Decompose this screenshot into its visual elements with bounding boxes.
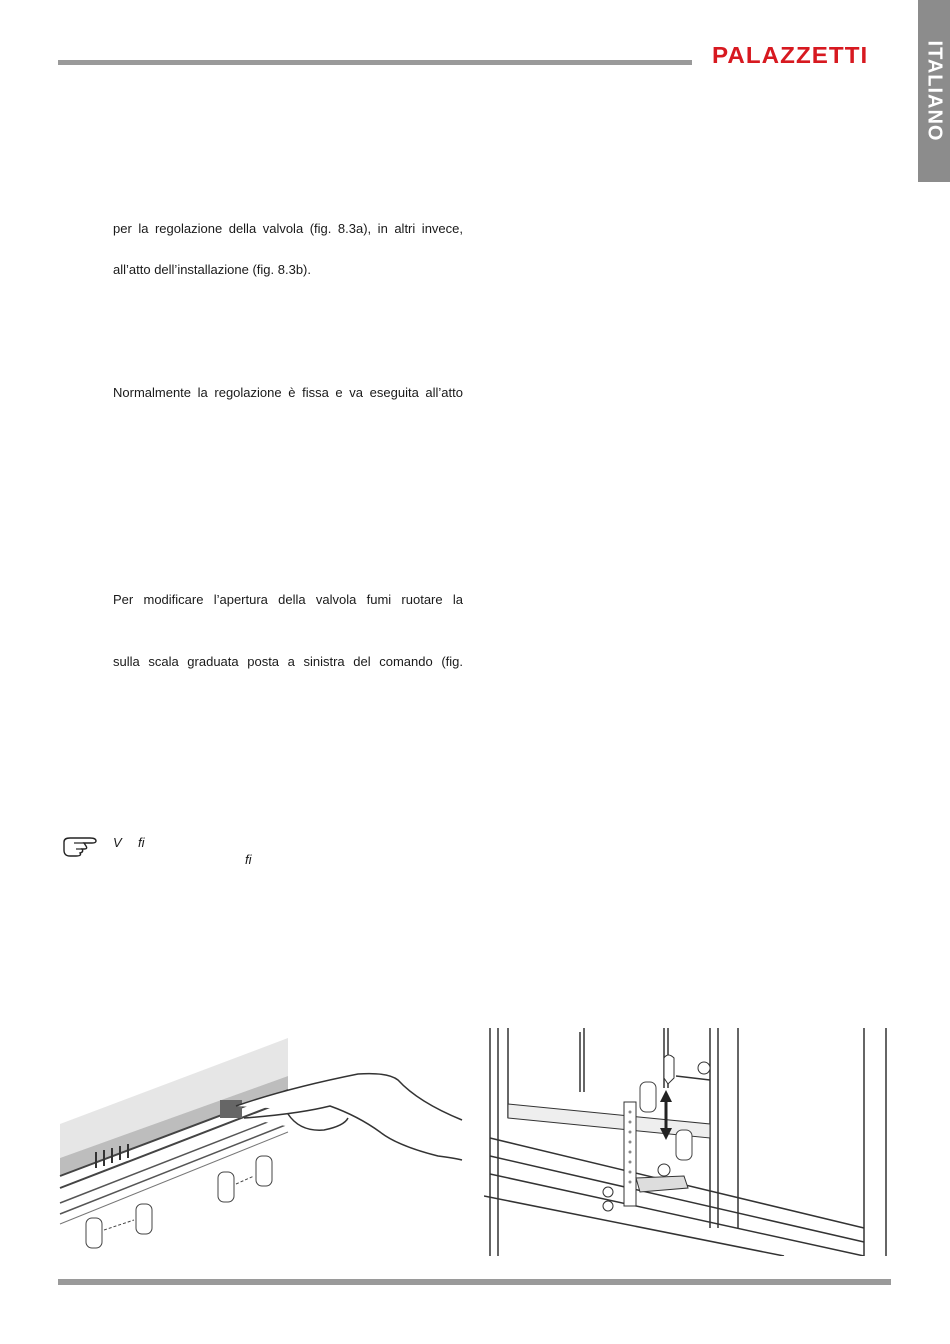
- footer-rule: [58, 1279, 891, 1285]
- body-line-3: Normalmente la regolazione è fissa e va eseguita all’atto: [113, 385, 463, 400]
- body-line-2: all’atto dell’installazione (fig. 8.3b).: [113, 262, 311, 277]
- note-fragment-2: fi: [138, 835, 145, 850]
- valve-bracket-adjustment-illustration: [484, 1028, 889, 1256]
- pointing-hand-icon: [62, 834, 102, 858]
- note-fragment-3: fi: [245, 852, 252, 867]
- hand-adjusting-valve-illustration: [58, 1028, 468, 1258]
- language-tab-label: ITALIANO: [923, 40, 946, 142]
- header-rule: [58, 60, 692, 65]
- body-line-4: Per modificare l’apertura della valvola fumi ruotare la: [113, 592, 463, 607]
- body-line-1: per la regolazione della valvola (fig. 8.3a), in altri invece,: [113, 221, 463, 236]
- brand-logo: PALAZZETTI: [712, 42, 869, 68]
- note-fragment-1: V: [113, 835, 122, 850]
- language-tab[interactable]: [918, 0, 950, 182]
- body-line-5: sulla scala graduata posta a sinistra del comando (fig.: [113, 654, 463, 669]
